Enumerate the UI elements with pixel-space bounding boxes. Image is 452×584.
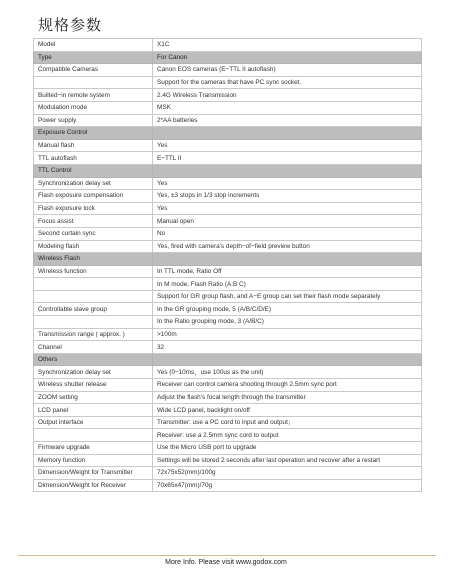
spec-label: Transmission range ( approx. ) (34, 328, 153, 341)
section-header-row (34, 353, 422, 366)
spec-label: Dimension/Weight for Transmitter (34, 467, 153, 480)
spec-row (34, 152, 422, 165)
spec-label: Model (34, 39, 153, 52)
spec-label: ZOOM setting (34, 391, 153, 404)
spec-label: Wireless shutter release (34, 379, 153, 392)
spec-value: Receiver can control camera shooting through 2.5mm sync port (153, 379, 422, 392)
spec-value: No (153, 227, 422, 240)
spec-label: LCD panel (34, 404, 153, 417)
spec-label: Dimension/Weight for Receiver (34, 479, 153, 492)
spec-row (34, 202, 422, 215)
spec-value (153, 127, 422, 140)
section-header-row (34, 164, 422, 177)
spec-value: For Canon (153, 51, 422, 64)
spec-label: Controllable slave group (34, 303, 153, 316)
spec-row (34, 454, 422, 467)
spec-value: Yes, ±3 stops in 1/3 stop increments (153, 190, 422, 203)
section-header-row (34, 51, 422, 64)
spec-label: Focus assist (34, 215, 153, 228)
spec-label (34, 290, 153, 303)
spec-value: Yes (153, 177, 422, 190)
section-title: Exposure Control (34, 127, 153, 140)
spec-value: Manual open (153, 215, 422, 228)
spec-label: Channel (34, 341, 153, 354)
spec-row (34, 114, 422, 127)
spec-value: Receiver: use a 2.5mm sync cord to output (153, 429, 422, 442)
spec-value: Adjust the flash’s focal length through the transmitter (153, 391, 422, 404)
spec-row (34, 316, 422, 329)
spec-value: Transmitter: use a PC cord to input and output； (153, 416, 422, 429)
spec-label: Modeling flash (34, 240, 153, 253)
spec-value: Yes (153, 202, 422, 215)
section-title: Others (34, 353, 153, 366)
spec-row (34, 290, 422, 303)
spec-label (34, 316, 153, 329)
spec-label: Memory function (34, 454, 153, 467)
spec-value: >100m (153, 328, 422, 341)
spec-label: Second curtain sync (34, 227, 153, 240)
spec-row (34, 379, 422, 392)
spec-value: X1C (153, 39, 422, 52)
spec-value: 2.4G Wireless Transmission (153, 89, 422, 102)
section-header-row (34, 127, 422, 140)
spec-value (153, 164, 422, 177)
spec-row (34, 278, 422, 291)
spec-value: Yes (0−10ms，use 100us as the unit) (153, 366, 422, 379)
spec-label: Power supply (34, 114, 153, 127)
spec-value: In the Ratio grouping mode, 3 (A/B/C) (153, 316, 422, 329)
spec-row (34, 328, 422, 341)
spec-value: 70x65x47(mm)/70g (153, 479, 422, 492)
spec-row (34, 101, 422, 114)
spec-table-body (34, 39, 422, 492)
spec-label: Manual flash (34, 139, 153, 152)
spec-value: 72x75x52(mm)/100g (153, 467, 422, 480)
spec-value: Wide LCD panel, backlight on/off (153, 404, 422, 417)
spec-row (34, 366, 422, 379)
spec-row (34, 89, 422, 102)
spec-value: Yes, fired with camera’s depth−of−field preview button (153, 240, 422, 253)
spec-value: In TTL mode, Ratio Off (153, 265, 422, 278)
section-title: Wireless Flash (34, 253, 153, 266)
spec-row (34, 227, 422, 240)
spec-label: Modulation mode (34, 101, 153, 114)
spec-value: Support for GR group flash, and A−E group can set their flash mode separately (153, 290, 422, 303)
spec-label: Output interface (34, 416, 153, 429)
spec-label (34, 278, 153, 291)
spec-row (34, 467, 422, 480)
spec-label (34, 429, 153, 442)
spec-value: Canon EOS cameras (E−TTL II autoflash) (153, 64, 422, 77)
spec-value (153, 353, 422, 366)
spec-label: Synchronization delay set (34, 177, 153, 190)
section-title: TTL Control (34, 164, 153, 177)
spec-row (34, 139, 422, 152)
spec-label: TTL autoflash (34, 152, 153, 165)
spec-value: MSK (153, 101, 422, 114)
spec-row (34, 240, 422, 253)
spec-value: 2*AA batteries (153, 114, 422, 127)
spec-row (34, 265, 422, 278)
spec-row (34, 39, 422, 52)
spec-value: Yes (153, 139, 422, 152)
spec-label: Firmware upgrade (34, 442, 153, 455)
spec-row (34, 442, 422, 455)
spec-table (33, 38, 422, 492)
page-title: 规格参数 (38, 16, 103, 34)
spec-row (34, 429, 422, 442)
spec-value: E−TTL II (153, 152, 422, 165)
spec-label: Flash exposure lock (34, 202, 153, 215)
spec-label: Flash exposure compensation (34, 190, 153, 203)
spec-row (34, 76, 422, 89)
spec-label: Compatible Cameras (34, 64, 153, 77)
spec-value: Support for the cameras that have PC sync socket. (153, 76, 422, 89)
spec-label: Wireless function (34, 265, 153, 278)
spec-value: In the GR grouping mode, 5 (A/B/C/D/E) (153, 303, 422, 316)
spec-label: Builted−in remote system (34, 89, 153, 102)
spec-label (34, 76, 153, 89)
section-header-row (34, 253, 422, 266)
spec-row (34, 177, 422, 190)
spec-value: Settings will be stored 2 seconds after last operation and recover after a restart (153, 454, 422, 467)
spec-row (34, 215, 422, 228)
spec-row (34, 391, 422, 404)
spec-value: 32 (153, 341, 422, 354)
spec-row (34, 190, 422, 203)
spec-value (153, 253, 422, 266)
spec-label: Synchronization delay set (34, 366, 153, 379)
spec-row (34, 479, 422, 492)
spec-value: Use the Micro USB port to upgrade (153, 442, 422, 455)
section-title: Type (34, 51, 153, 64)
footer-divider (18, 555, 436, 556)
spec-row (34, 416, 422, 429)
footer-text: More Info. Please visit www.godox.com (165, 559, 287, 566)
spec-row (34, 64, 422, 77)
spec-row (34, 341, 422, 354)
spec-row (34, 404, 422, 417)
spec-row (34, 303, 422, 316)
spec-value: In M mode, Flash Ratio (A:B C) (153, 278, 422, 291)
